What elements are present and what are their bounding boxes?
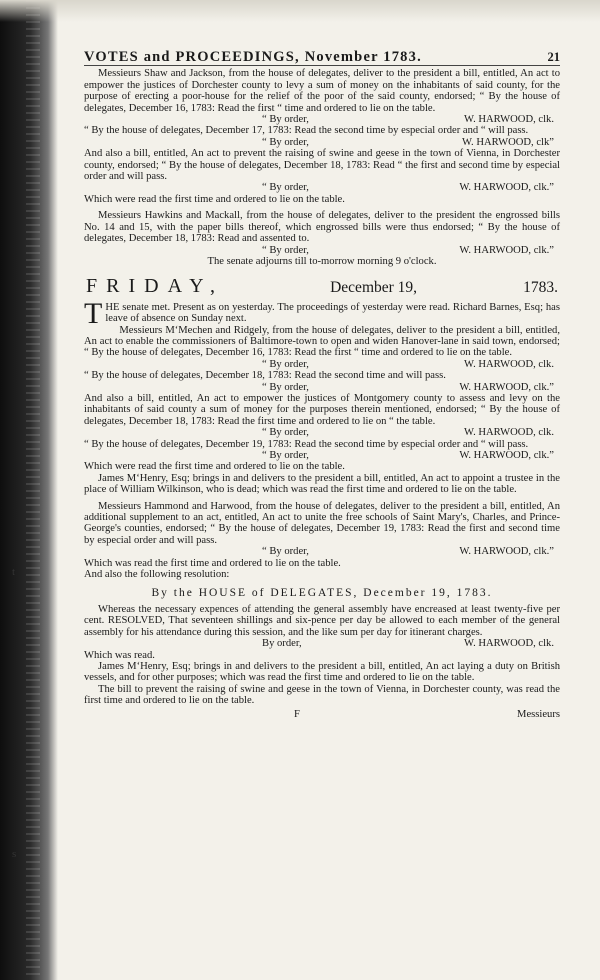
margin-mark: t — [12, 566, 16, 578]
day-heading — [84, 275, 560, 298]
paragraph: “ By the house of delegates, December 19, 1783: Read the second time by especial order and “ will pass. — [84, 438, 529, 450]
clerk-signature: W. HARWOOD, clk. — [464, 114, 554, 126]
by-order: “ By order, — [262, 546, 309, 558]
paragraph: Which was read. — [84, 649, 155, 661]
by-order: “ By order, — [262, 381, 309, 393]
by-order: “ By order, — [262, 114, 309, 126]
by-order: “ By order, — [262, 358, 309, 370]
binding-gutter — [0, 0, 58, 980]
page-number: 21 — [547, 50, 560, 64]
signature-mark: F — [294, 708, 300, 720]
resolution-heading: By the HOUSE of DELEGATES, December 19, 1783. — [151, 587, 493, 600]
clerk-signature: W. HARWOOD, clk.” — [459, 450, 554, 461]
signature-line — [84, 182, 560, 193]
clerk-signature: W. HARWOOD, clk.” — [459, 244, 554, 256]
page-footer — [84, 709, 560, 720]
signature-line — [84, 114, 560, 125]
catchword: Messieurs — [517, 708, 560, 720]
signature-line — [84, 638, 560, 649]
signature-line — [84, 382, 560, 393]
running-header — [84, 49, 560, 66]
paragraph: Messieurs M‘Mechen and Ridgely, from the house of delegates, deliver to the president a bill, entitled, An act to enable the commissioners of Baltimore-town to open and widen Hanover-lane in said town, endorsed; “ By the house of delegates, December 16, 1783: Read the first “ time and ordered to lie on the table. — [84, 324, 560, 359]
paragraph: Messieurs Hammond and Harwood, from the house of delegates, deliver to the president a bill, entitled, An additional supplement to an act, entitled, An act to unite the free schools of Saint Mary's, Charles, and Prince-George's counties, endorsed; “ By the house of delegates, December 19, 1783: Read the first and second time by especial order and will pass. — [84, 500, 560, 546]
paragraph: Which were read the first time and ordered to lie on the table. — [84, 461, 345, 473]
signature-line — [84, 245, 560, 256]
by-order: By order, — [262, 638, 302, 650]
signature-line — [84, 450, 560, 461]
paragraph: Messieurs Hawkins and Mackall, from the house of delegates, deliver to the president the engrossed bills No. 14 and 15, with the paper bills thereof, which engrossed bills were thus endorsed; “ By the house of delegates, December 18, 1783: Read and assented to. — [84, 210, 560, 245]
clerk-signature: W. HARWOOD, clk.” — [459, 182, 554, 194]
paragraph: And also a bill, entitled, An act to prevent the raising of swine and geese in the town of Vienna, in Dorchester county, endorsed; “ By the house of delegates, December 18, 1783: Read “ the first and second time by especial order and will pass. — [84, 148, 560, 183]
clerk-signature: W. HARWOOD, clk. — [464, 427, 554, 439]
signature-line — [84, 359, 560, 370]
gutter-texture — [26, 0, 40, 980]
paragraph: Messieurs Shaw and Jackson, from the house of delegates, deliver to the president a bill, entitled, An act to empower the justices of Dorchester county to levy a sum of money on the inhabitants of said county, for the purpose of erecting a poor-house for the relief of the poor of the said county, endorsed; “ By the house of delegates, December 16, 1783: Read the first “ time and ordered to lie on the table. — [84, 68, 560, 114]
paragraph — [84, 296, 560, 330]
by-order: “ By order, — [262, 244, 309, 256]
adjournment-note: The senate adjourns till to-morrow morning 9 o'clock. — [207, 255, 437, 267]
day-year: 1783. — [523, 279, 558, 297]
paragraph: The bill to prevent the raising of swine and geese in the town of Vienna, in Dorchester county, was read the first time and ordered to lie on the table. — [84, 683, 560, 707]
paragraph: And also the following resolution: — [84, 569, 230, 581]
paragraph: James M‘Henry, Esq; brings in and delivers to the president a bill, entitled, An act laying a duty on British vessels, and for other purposes; which was read the first time and ordered to lie on the table. — [84, 660, 560, 684]
signature-line — [84, 137, 560, 148]
by-order: “ By order, — [262, 136, 309, 148]
page-edge-shadow — [0, 0, 600, 22]
signature-line — [84, 546, 560, 557]
paragraph: James M‘Henry, Esq; brings in and delivers to the president a bill, entitled, An act to appoint a trustee in the place of William Wilkinson, who is dead; which was read the first time and ordered to lie on the table. — [84, 472, 560, 496]
document-page — [84, 49, 560, 720]
clerk-signature: W. HARWOOD, clk. — [464, 358, 554, 370]
day-date: December 19, — [330, 279, 418, 297]
by-order: “ By order, — [262, 427, 309, 439]
paragraph: And also a bill, entitled, An act to empower the justices of Montgomery county to assess and levy on the inhabitants of said county a sum of money for the purposes therein mentioned, endorsed; “ By the house of delegates, December 18, 1783: Read the first time and ordered to lie on “ the table. — [84, 392, 560, 427]
day-label: FRIDAY, — [86, 275, 225, 298]
signature-line — [84, 427, 560, 438]
paragraph: “ By the house of delegates, December 17, 1783: Read the second time by especial order and “ will pass. — [84, 125, 529, 137]
clerk-signature: W. HARWOOD, clk” — [462, 136, 554, 148]
paragraph-text: HE senate met. Present as on yesterday. The proceedings of yesterday were read. Richard Barnes, Esq; has leave of absence on Sunday next. — [105, 301, 560, 325]
clerk-signature: W. HARWOOD, clk.” — [459, 381, 554, 393]
margin-mark: s — [12, 848, 17, 860]
by-order: “ By order, — [262, 450, 309, 461]
clerk-signature: W. HARWOOD, clk.” — [459, 546, 554, 558]
clerk-signature: W. HARWOOD, clk. — [464, 638, 554, 650]
by-order: “ By order, — [262, 182, 309, 194]
paragraph: Which were read the first time and ordered to lie on the table. — [84, 193, 345, 205]
paragraph: Which was read the first time and ordered to lie on the table. — [84, 557, 341, 569]
resolution-text: Whereas the necessary expences of attending the general assembly have encreased at least twenty-five per cent. RESOLVED, That seventeen shillings and six-pence per day be allowed to each member of the general assembly for his attendance during this session, and the like sum per day for itinerant charges. — [84, 603, 560, 638]
header-title: VOTES and PROCEEDINGS, November 1783. — [84, 49, 422, 65]
paragraph: “ By the house of delegates, December 18, 1783: Read the second time and will pass. — [84, 370, 446, 382]
drop-cap: T — [84, 296, 103, 330]
